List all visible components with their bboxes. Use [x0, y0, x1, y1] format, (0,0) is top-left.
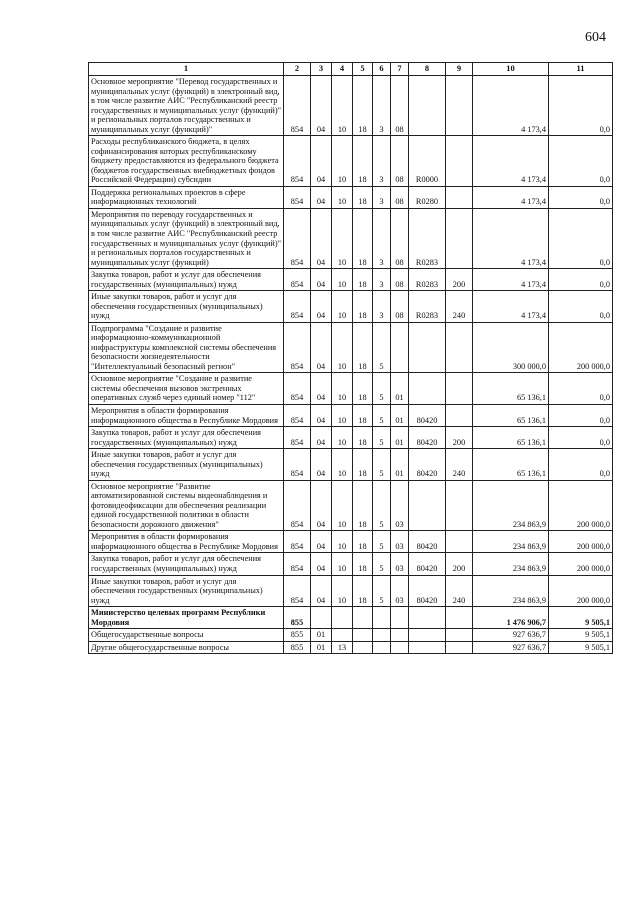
- col-3-code: 04: [311, 291, 332, 323]
- col-4-code: 10: [332, 291, 353, 323]
- col-9-code: 240: [446, 575, 473, 607]
- col-5-code: 18: [353, 291, 373, 323]
- col-2-code: 854: [284, 291, 311, 323]
- col-2-code: 854: [284, 322, 311, 373]
- row-name: Другие общегосударственные вопросы: [89, 641, 284, 654]
- col-3-code: 01: [311, 641, 332, 654]
- row-name: Основное мероприятие "Развитие автоматизированной системы видеонаблюдения и фотовидеофиксации для обеспечения реализации единой государственной политики в области безопасности дорожного движения": [89, 480, 284, 531]
- col-4-code: 10: [332, 575, 353, 607]
- row-name: Закупка товаров, работ и услуг для обеспечения государственных (муниципальных) нужд: [89, 427, 284, 449]
- col-2-code: 854: [284, 76, 311, 136]
- col-9-code: [446, 373, 473, 405]
- header-cell: 8: [409, 63, 446, 76]
- header-cell: 2: [284, 63, 311, 76]
- col-2-code: 854: [284, 186, 311, 208]
- col-7-code: 03: [391, 531, 409, 553]
- col-7-code: [391, 607, 409, 629]
- col-11-amount: 200 000,0: [549, 575, 613, 607]
- col-8-code: [409, 641, 446, 654]
- col-9-code: [446, 607, 473, 629]
- col-10-amount: 4 173,4: [473, 269, 549, 291]
- col-3-code: 04: [311, 136, 332, 187]
- header-cell: 10: [473, 63, 549, 76]
- col-5-code: 18: [353, 269, 373, 291]
- col-4-code: [332, 629, 353, 642]
- col-10-amount: 927 636,7: [473, 641, 549, 654]
- row-name: Иные закупки товаров, работ и услуг для обеспечения государственных (муниципальных) нужд: [89, 449, 284, 481]
- col-3-code: 04: [311, 186, 332, 208]
- row-name: Подпрограмма "Создание и развитие информационно-коммуникационной инфраструктуры комплексной системы обеспечения безопасности жизнедеятельности "Интеллектуальный безопасный регион": [89, 322, 284, 373]
- col-4-code: 10: [332, 531, 353, 553]
- col-2-code: 854: [284, 136, 311, 187]
- col-5-code: 18: [353, 449, 373, 481]
- row-name: Общегосударственные вопросы: [89, 629, 284, 642]
- col-3-code: 04: [311, 269, 332, 291]
- col-6-code: 3: [373, 291, 391, 323]
- row-name: Иные закупки товаров, работ и услуг для обеспечения государственных (муниципальных) нужд: [89, 291, 284, 323]
- col-10-amount: 65 136,1: [473, 373, 549, 405]
- table-row: [89, 405, 613, 427]
- col-7-code: 08: [391, 269, 409, 291]
- col-8-code: R0280: [409, 186, 446, 208]
- col-7-code: 03: [391, 553, 409, 575]
- header-cell: 1: [89, 63, 284, 76]
- col-5-code: 18: [353, 480, 373, 531]
- col-4-code: 10: [332, 208, 353, 268]
- col-2-code: 854: [284, 373, 311, 405]
- row-name: Поддержка региональных проектов в сфере информационных технологий: [89, 186, 284, 208]
- col-11-amount: 0,0: [549, 208, 613, 268]
- col-6-code: 3: [373, 136, 391, 187]
- table-row: [89, 575, 613, 607]
- col-10-amount: 927 636,7: [473, 629, 549, 642]
- col-11-amount: 9 505,1: [549, 641, 613, 654]
- col-11-amount: 200 000,0: [549, 553, 613, 575]
- col-8-code: 80420: [409, 553, 446, 575]
- table-row: [89, 641, 613, 654]
- col-6-code: 5: [373, 427, 391, 449]
- col-11-amount: 0,0: [549, 186, 613, 208]
- col-11-amount: 0,0: [549, 373, 613, 405]
- col-5-code: 18: [353, 427, 373, 449]
- col-9-code: [446, 641, 473, 654]
- col-5-code: [353, 641, 373, 654]
- col-9-code: [446, 136, 473, 187]
- col-7-code: 08: [391, 208, 409, 268]
- col-7-code: 08: [391, 136, 409, 187]
- col-3-code: 04: [311, 208, 332, 268]
- col-3-code: 04: [311, 575, 332, 607]
- col-5-code: 18: [353, 322, 373, 373]
- col-10-amount: 4 173,4: [473, 291, 549, 323]
- row-name: Мероприятия по переводу государственных и муниципальных услуг (функций) в электронный вид, в том числе развитие АИС "Республиканский реестр государственных и муниципальных услуг (функций)" и региональных порталов государственных и муниципальных услуг (функций): [89, 208, 284, 268]
- col-9-code: 240: [446, 449, 473, 481]
- col-8-code: [409, 373, 446, 405]
- col-7-code: [391, 629, 409, 642]
- col-4-code: 10: [332, 373, 353, 405]
- col-2-code: 854: [284, 449, 311, 481]
- col-4-code: 10: [332, 427, 353, 449]
- col-11-amount: 0,0: [549, 291, 613, 323]
- col-5-code: 18: [353, 531, 373, 553]
- col-3-code: 04: [311, 405, 332, 427]
- col-9-code: [446, 186, 473, 208]
- col-5-code: 18: [353, 405, 373, 427]
- table-row: [89, 629, 613, 642]
- col-4-code: 10: [332, 449, 353, 481]
- col-3-code: 04: [311, 531, 332, 553]
- col-3-code: 04: [311, 322, 332, 373]
- col-8-code: 80420: [409, 575, 446, 607]
- header-cell: 6: [373, 63, 391, 76]
- col-6-code: 3: [373, 76, 391, 136]
- col-9-code: [446, 76, 473, 136]
- row-name: Закупка товаров, работ и услуг для обеспечения государственных (муниципальных) нужд: [89, 553, 284, 575]
- col-10-amount: 234 863,9: [473, 553, 549, 575]
- col-6-code: 5: [373, 322, 391, 373]
- col-7-code: 03: [391, 480, 409, 531]
- col-6-code: 5: [373, 449, 391, 481]
- col-2-code: 854: [284, 480, 311, 531]
- col-6-code: [373, 641, 391, 654]
- col-2-code: 854: [284, 575, 311, 607]
- table-row: [89, 186, 613, 208]
- col-9-code: 200: [446, 553, 473, 575]
- header-cell: 7: [391, 63, 409, 76]
- col-6-code: 5: [373, 373, 391, 405]
- col-5-code: 18: [353, 208, 373, 268]
- table-row: [89, 322, 613, 373]
- col-8-code: R0283: [409, 291, 446, 323]
- col-2-code: 855: [284, 607, 311, 629]
- header-cell: 9: [446, 63, 473, 76]
- col-11-amount: 9 505,1: [549, 607, 613, 629]
- col-11-amount: 9 505,1: [549, 629, 613, 642]
- col-10-amount: 65 136,1: [473, 427, 549, 449]
- col-4-code: 10: [332, 553, 353, 575]
- col-11-amount: 0,0: [549, 269, 613, 291]
- col-8-code: 80420: [409, 531, 446, 553]
- col-3-code: [311, 607, 332, 629]
- col-3-code: 04: [311, 553, 332, 575]
- col-6-code: [373, 607, 391, 629]
- page-number: 604: [585, 30, 606, 45]
- col-6-code: 3: [373, 208, 391, 268]
- col-7-code: 08: [391, 76, 409, 136]
- col-6-code: 5: [373, 553, 391, 575]
- col-9-code: 200: [446, 427, 473, 449]
- col-3-code: 04: [311, 76, 332, 136]
- col-6-code: 5: [373, 480, 391, 531]
- col-8-code: [409, 629, 446, 642]
- col-8-code: 80420: [409, 449, 446, 481]
- col-3-code: 01: [311, 629, 332, 642]
- table-row: [89, 208, 613, 268]
- row-name: Министерство целевых программ Республики Мордовия: [89, 607, 284, 629]
- row-name: Основное мероприятие "Создание и развитие системы обеспечения вызовов экстренных оперативных служб через единый номер "112": [89, 373, 284, 405]
- col-7-code: 01: [391, 405, 409, 427]
- col-3-code: 04: [311, 449, 332, 481]
- col-6-code: 5: [373, 531, 391, 553]
- header-cell: 11: [549, 63, 613, 76]
- table-row: [89, 480, 613, 531]
- row-name: Мероприятия в области формирования информационного общества в Республике Мордовия: [89, 405, 284, 427]
- col-7-code: [391, 322, 409, 373]
- col-6-code: 3: [373, 186, 391, 208]
- col-8-code: [409, 607, 446, 629]
- col-4-code: 10: [332, 186, 353, 208]
- col-11-amount: 0,0: [549, 427, 613, 449]
- col-8-code: 80420: [409, 427, 446, 449]
- col-6-code: 3: [373, 269, 391, 291]
- col-10-amount: 4 173,4: [473, 186, 549, 208]
- col-10-amount: 4 173,4: [473, 76, 549, 136]
- col-2-code: 855: [284, 641, 311, 654]
- row-name: Мероприятия в области формирования информационного общества в Республике Мордовия: [89, 531, 284, 553]
- col-2-code: 854: [284, 553, 311, 575]
- col-4-code: 13: [332, 641, 353, 654]
- col-9-code: 240: [446, 291, 473, 323]
- table-row: [89, 553, 613, 575]
- col-4-code: 10: [332, 480, 353, 531]
- col-4-code: 10: [332, 322, 353, 373]
- col-11-amount: 0,0: [549, 76, 613, 136]
- col-5-code: 18: [353, 76, 373, 136]
- col-10-amount: 1 476 906,7: [473, 607, 549, 629]
- row-name: Основное мероприятие "Перевод государственных и муниципальных услуг (функций) в электронный вид, в том числе развитие АИС "Республиканский реестр государственных и муниципальных услуг (функций)" и региональных порталов государственных и муниципальных услуг (функций)": [89, 76, 284, 136]
- col-8-code: [409, 322, 446, 373]
- col-4-code: [332, 607, 353, 629]
- col-7-code: 03: [391, 575, 409, 607]
- col-8-code: R0283: [409, 208, 446, 268]
- col-5-code: 18: [353, 186, 373, 208]
- table-row: [89, 427, 613, 449]
- col-2-code: 854: [284, 427, 311, 449]
- col-11-amount: 0,0: [549, 405, 613, 427]
- col-6-code: 5: [373, 405, 391, 427]
- col-9-code: [446, 208, 473, 268]
- col-6-code: [373, 629, 391, 642]
- col-10-amount: 234 863,9: [473, 575, 549, 607]
- col-2-code: 855: [284, 629, 311, 642]
- table-row: [89, 291, 613, 323]
- col-7-code: 08: [391, 186, 409, 208]
- col-8-code: [409, 76, 446, 136]
- row-name: Закупка товаров, работ и услуг для обеспечения государственных (муниципальных) нужд: [89, 269, 284, 291]
- col-5-code: 18: [353, 373, 373, 405]
- col-11-amount: 0,0: [549, 449, 613, 481]
- col-8-code: [409, 480, 446, 531]
- col-5-code: 18: [353, 136, 373, 187]
- table-row: [89, 449, 613, 481]
- col-7-code: [391, 641, 409, 654]
- col-3-code: 04: [311, 480, 332, 531]
- col-4-code: 10: [332, 76, 353, 136]
- col-7-code: 08: [391, 291, 409, 323]
- col-9-code: [446, 480, 473, 531]
- col-7-code: 01: [391, 449, 409, 481]
- row-name: Иные закупки товаров, работ и услуг для обеспечения государственных (муниципальных) нужд: [89, 575, 284, 607]
- table-row: [89, 269, 613, 291]
- col-7-code: 01: [391, 373, 409, 405]
- col-11-amount: 0,0: [549, 136, 613, 187]
- table-row: [89, 531, 613, 553]
- col-8-code: R0000: [409, 136, 446, 187]
- col-5-code: [353, 629, 373, 642]
- col-4-code: 10: [332, 405, 353, 427]
- col-9-code: 200: [446, 269, 473, 291]
- col-10-amount: 65 136,1: [473, 449, 549, 481]
- col-6-code: 5: [373, 575, 391, 607]
- col-5-code: [353, 607, 373, 629]
- col-4-code: 10: [332, 269, 353, 291]
- col-4-code: 10: [332, 136, 353, 187]
- col-10-amount: 234 863,9: [473, 480, 549, 531]
- table-row: [89, 607, 613, 629]
- col-10-amount: 300 000,0: [473, 322, 549, 373]
- row-name: Расходы республиканского бюджета, в целях софинансирования которых республиканскому бюджету предоставляются из федерального бюджета (бюджетов государственных внебюджетных фондов Российской Федерации) субсидии: [89, 136, 284, 187]
- col-5-code: 18: [353, 553, 373, 575]
- col-2-code: 854: [284, 531, 311, 553]
- header-cell: 5: [353, 63, 373, 76]
- header-row: [89, 63, 613, 76]
- col-3-code: 04: [311, 373, 332, 405]
- col-7-code: 01: [391, 427, 409, 449]
- col-11-amount: 200 000,0: [549, 480, 613, 531]
- col-3-code: 04: [311, 427, 332, 449]
- table-row: [89, 136, 613, 187]
- col-2-code: 854: [284, 405, 311, 427]
- col-9-code: [446, 322, 473, 373]
- col-9-code: [446, 531, 473, 553]
- col-2-code: 854: [284, 208, 311, 268]
- header-cell: 3: [311, 63, 332, 76]
- col-10-amount: 65 136,1: [473, 405, 549, 427]
- col-10-amount: 234 863,9: [473, 531, 549, 553]
- col-8-code: 80420: [409, 405, 446, 427]
- table-row: [89, 76, 613, 136]
- col-11-amount: 200 000,0: [549, 531, 613, 553]
- col-9-code: [446, 405, 473, 427]
- col-5-code: 18: [353, 575, 373, 607]
- table-row: [89, 373, 613, 405]
- col-10-amount: 4 173,4: [473, 208, 549, 268]
- col-8-code: R0283: [409, 269, 446, 291]
- col-2-code: 854: [284, 269, 311, 291]
- col-9-code: [446, 629, 473, 642]
- budget-table: [88, 62, 613, 654]
- col-10-amount: 4 173,4: [473, 136, 549, 187]
- col-11-amount: 200 000,0: [549, 322, 613, 373]
- header-cell: 4: [332, 63, 353, 76]
